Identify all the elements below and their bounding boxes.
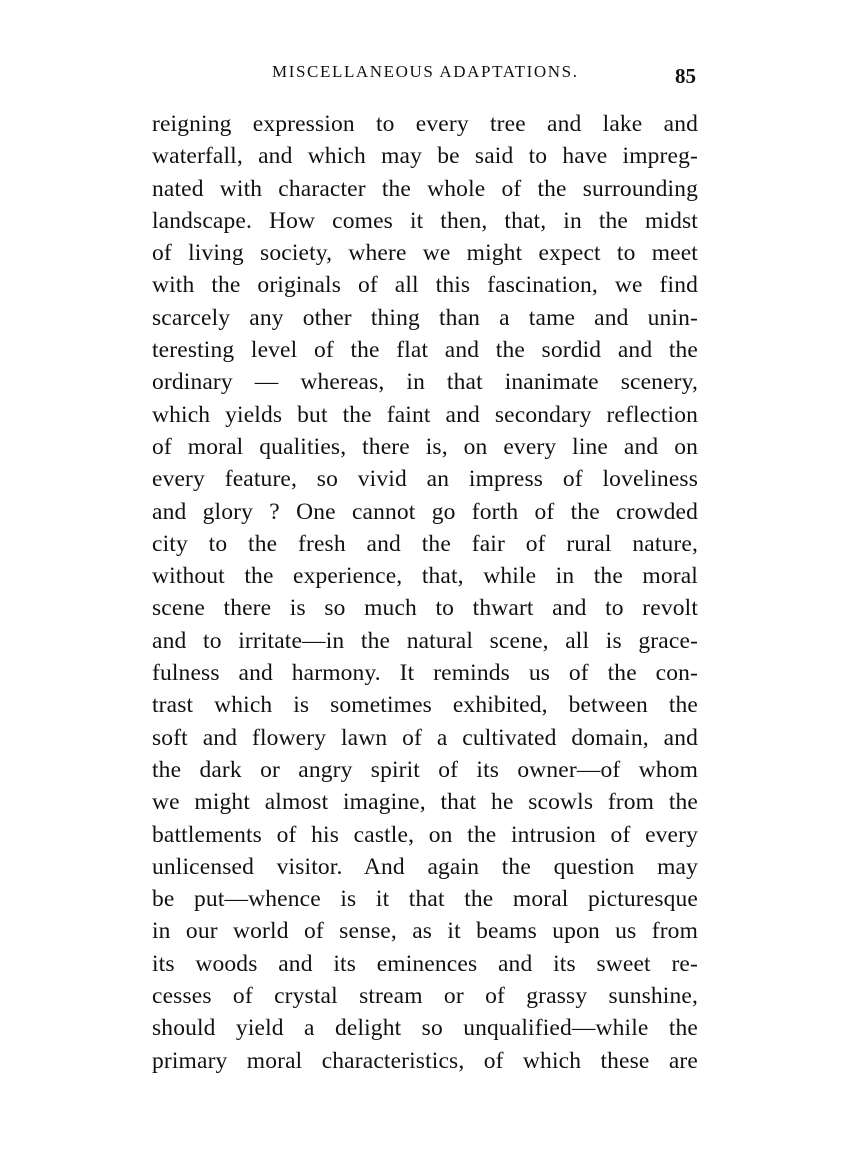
running-head-title: MISCELLANEOUS ADAPTATIONS. (272, 62, 579, 81)
text-line: reigning expression to every tree and lake and (152, 111, 698, 137)
text-line: scarcely any other thing than a tame and unin- (152, 304, 698, 331)
text-line: and to irritate—in the natural scene, all is grace- (152, 627, 698, 654)
text-line: landscape. How comes it then, that, in the midst (152, 207, 698, 234)
text-line: the dark or angry spirit of its owner—of whom (152, 756, 698, 783)
text-line: with the originals of all this fascination, we find (152, 272, 698, 299)
text-line: of living society, where we might expect to meet (152, 240, 698, 267)
text-line: ordinary — whereas, in that inanimate scenery, (152, 369, 698, 396)
text-line: be put—whence is it that the moral picturesque (152, 886, 698, 913)
text-line: without the experience, that, while in the moral (152, 563, 698, 590)
text-line: city to the fresh and the fair of rural nature, (152, 530, 698, 557)
text-line: should yield a delight so unqualified—while the (152, 1015, 698, 1042)
text-line: every feature, so vivid an impress of loveliness (152, 466, 698, 493)
text-line: in our world of sense, as it beams upon us from (152, 918, 698, 945)
text-line: its woods and its eminences and its sweet re- (152, 950, 698, 977)
text-line: waterfall, and which may be said to have impreg- (152, 143, 698, 170)
text-line: trast which is sometimes exhibited, between the (152, 692, 698, 719)
text-line: nated with character the whole of the surrounding (152, 175, 698, 202)
body-text (152, 108, 698, 1077)
text-line: scene there is so much to thwart and to revolt (152, 595, 698, 622)
text-line: fulness and harmony. It reminds us of the con- (152, 660, 698, 687)
text-line: cesses of crystal stream or of grassy sunshine, (152, 983, 698, 1010)
text-line: battlements of his castle, on the intrusion of every (152, 821, 698, 848)
text-line: and glory ? One cannot go forth of the crowded (152, 498, 698, 525)
text-line: teresting level of the flat and the sordid and the (152, 337, 698, 364)
text-line: soft and flowery lawn of a cultivated domain, and (152, 724, 698, 751)
text-line: of moral qualities, there is, on every line and on (152, 433, 698, 460)
running-head (150, 62, 698, 92)
text-line: which yields but the faint and secondary reflection (152, 401, 698, 428)
page-number: 85 (675, 64, 696, 88)
text-line: primary moral characteristics, of which these are (152, 1047, 698, 1074)
text-line: we might almost imagine, that he scowls from the (152, 789, 698, 816)
text-line: unlicensed visitor. And again the question may (152, 853, 698, 880)
